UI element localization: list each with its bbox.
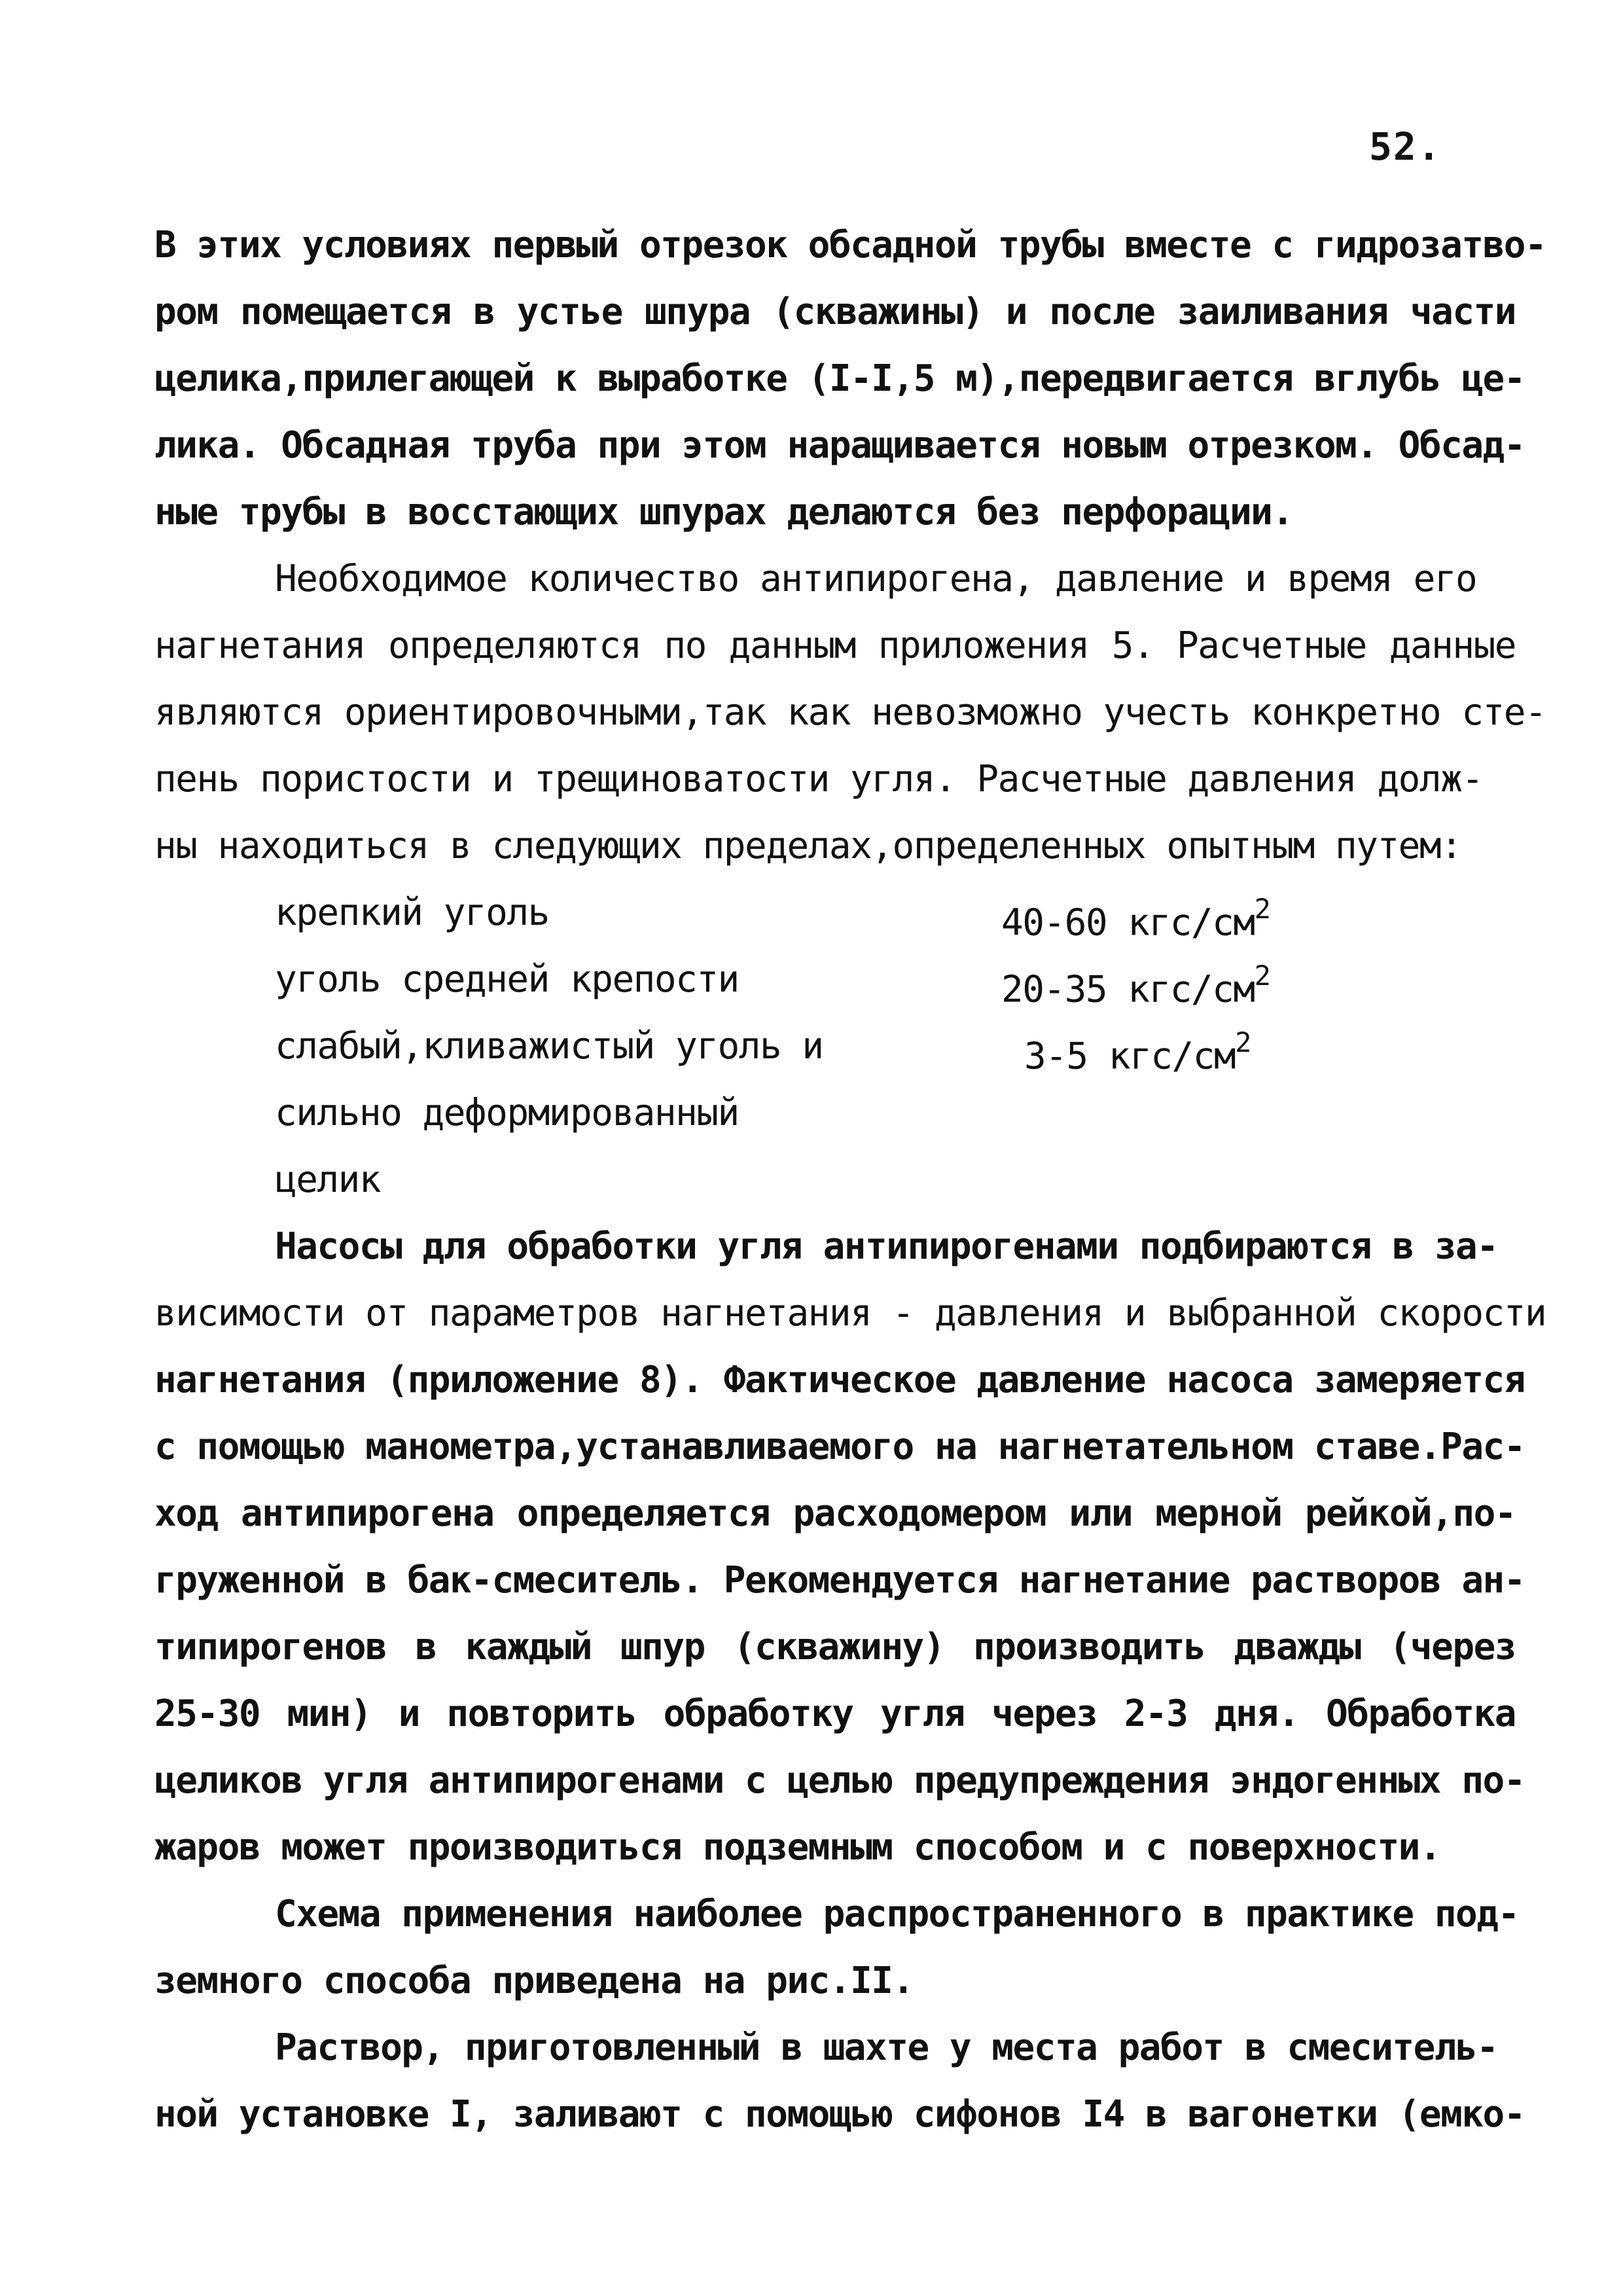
- text-line: типирогенов в каждый шпур (скважину) производить дважды (через: [154, 1626, 1516, 1668]
- text-line: нагнетания определяются по данным приложения 5. Расчетные данные: [154, 624, 1516, 667]
- table-label: целик: [275, 1158, 381, 1201]
- table-value: 20-35 кгс/$см^2$: [1001, 960, 1270, 1011]
- text-line: ной установке I, заливают с помощью сифонов I4 в вагонетки (емко-: [154, 2093, 1525, 2136]
- table-label: крепкий уголь: [275, 891, 549, 934]
- text-line: Насосы для обработки угля антипирогенами подбираются в за-: [275, 1225, 1498, 1268]
- text-line: ром помещается в устье шпура (скважины) и после заиливания части: [154, 291, 1516, 333]
- table-label: сильно деформированный: [275, 1092, 739, 1134]
- text-line: нагнетания (приложение 8). Фактическое давление насоса замеряется: [154, 1359, 1525, 1401]
- text-line: Раствор, приготовленный в шахте у места работ в смеситель-: [275, 2026, 1498, 2069]
- text-line: ход антипирогена определяется расходомером или мерной рейкой,по-: [154, 1492, 1516, 1535]
- text-line: 25-30 мин) и повторить обработку угля через 2-3 дня. Обработка: [154, 1693, 1516, 1735]
- text-line: Необходимое количество антипирогена, давление и время его: [275, 558, 1477, 600]
- text-line: с помощью манометра,устанавливаемого на нагнетательном ставе.Рас-: [154, 1426, 1525, 1468]
- text-line: являются ориентировочными,так как невозможно учесть конкретно сте-: [154, 691, 1546, 734]
- text-line: груженной в бак-смеситель. Рекомендуется нагнетание растворов ан-: [154, 1559, 1525, 1602]
- text-line: целиков угля антипирогенами с целью предупреждения эндогенных по-: [154, 1759, 1525, 1802]
- text-line: земного способа приведена на рис.II.: [154, 1960, 914, 2002]
- text-line: целика,прилегающей к выработке (I-I,5 м),передвигается вглубь це-: [154, 357, 1525, 400]
- table-label: уголь средней крепости: [275, 958, 739, 1001]
- table-value: 3-5 кгс/$см^2$: [1024, 1026, 1251, 1078]
- text-line: висимости от параметров нагнетания - давления и выбранной скорости: [154, 1292, 1546, 1335]
- text-line: лика. Обсадная труба при этом наращивается новым отрезком. Обсад-: [154, 424, 1525, 467]
- text-line: ные трубы в восстающих шпурах делаются без перфорации.: [154, 491, 1293, 533]
- table-value: 40-60 кгс/$см^2$: [1001, 893, 1270, 944]
- text-line: пень пористости и трещиноватости угля. Расчетные давления долж-: [154, 758, 1483, 800]
- table-label: слабый,кливажистый уголь и: [275, 1025, 823, 1067]
- page-number: 52.: [1369, 124, 1442, 169]
- text-line: Схема применения наиболее распространенного в практике под-: [275, 1893, 1519, 1935]
- text-line: ны находиться в следующих пределах,определенных опытным путем:: [154, 825, 1462, 867]
- text-line: жаров может производиться подземным способом и с поверхности.: [154, 1826, 1441, 1869]
- text-line: В этих условиях первый отрезок обсадной трубы вместе с гидрозатво-: [154, 224, 1546, 266]
